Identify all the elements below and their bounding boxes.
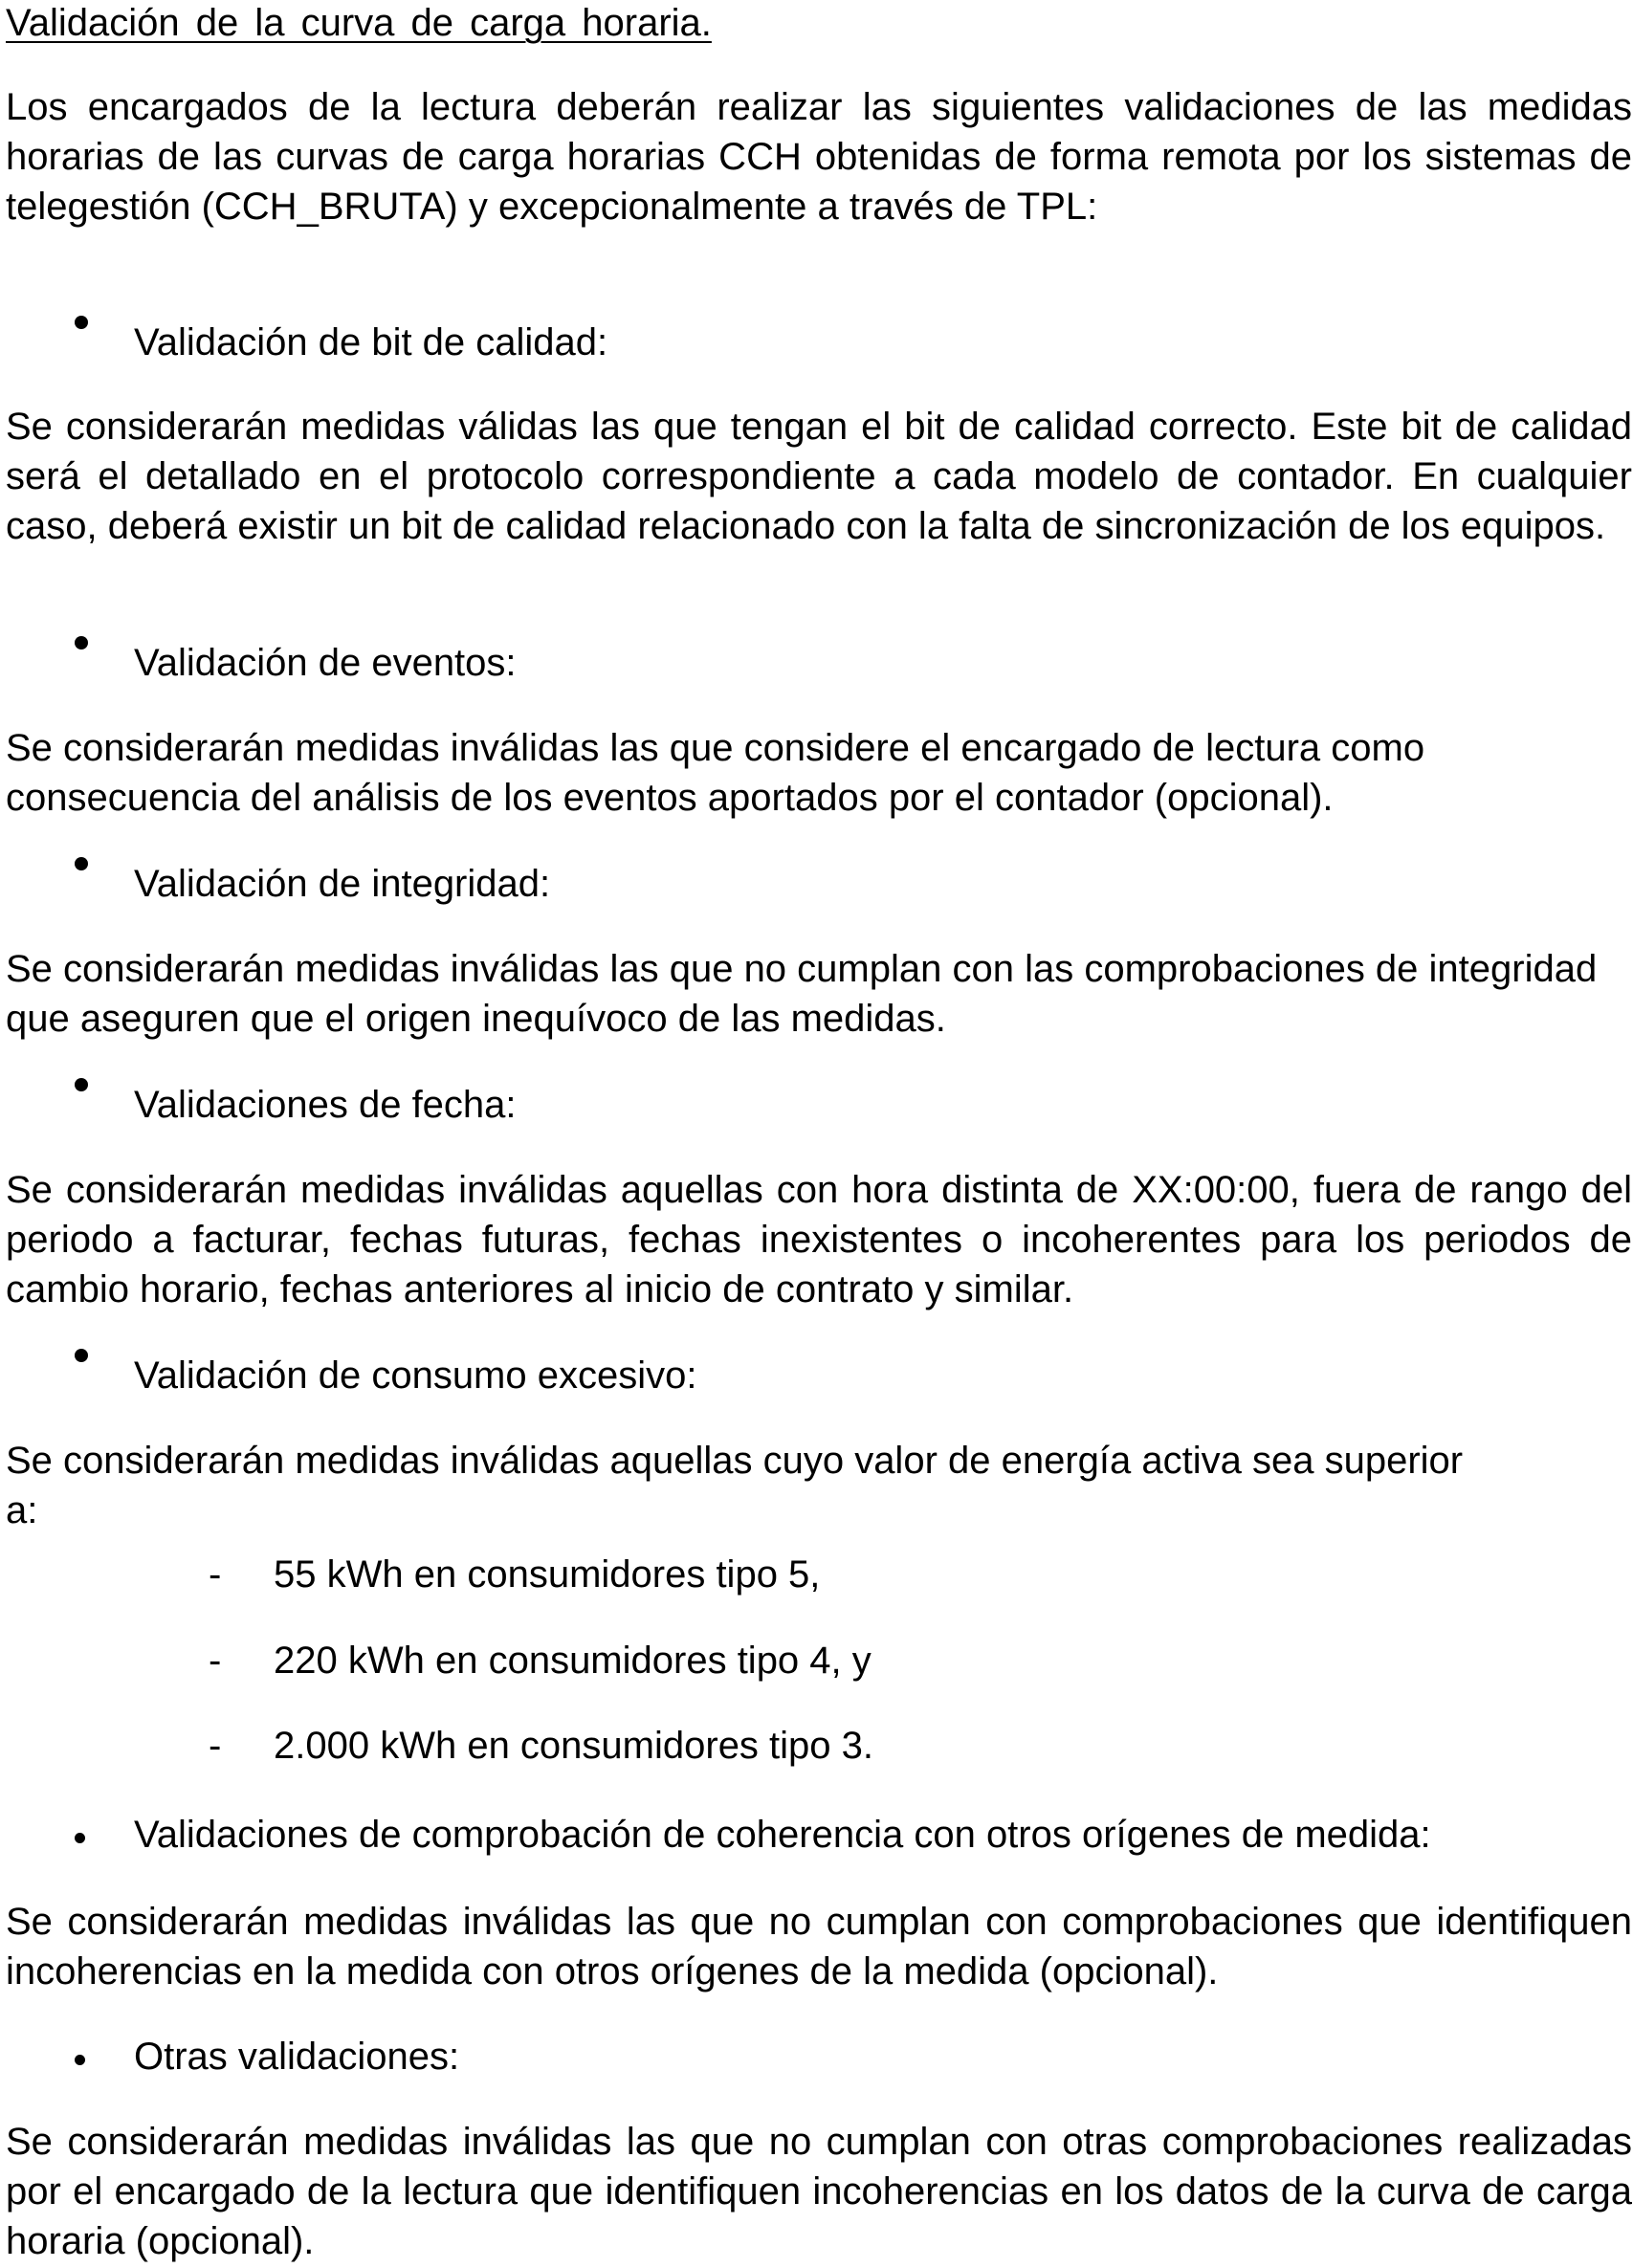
bullet-item-otras — [0, 2036, 1633, 2097]
bullet-dot-icon — [75, 1833, 85, 1843]
dash-marker: - — [209, 1725, 222, 1767]
bullet-dot-icon — [75, 636, 88, 650]
section-paragraph: Se considerarán medidas inválidas aquellas con hora distinta de XX:00:00, fuera de rango del periodo a facturar, fechas futuras, fechas inexistentes o incoherentes para los periodos de cambio horario, fechas anteriores al inicio de contrato y similar. — [6, 1169, 1632, 1310]
bullet-item-fecha — [0, 1078, 1633, 1135]
list-item — [0, 1552, 1633, 1601]
section-paragraph: Se considerarán medidas inválidas aquellas cuyo valor de energía activa sea superior a: — [6, 1440, 1464, 1531]
dash-marker: - — [209, 1553, 222, 1596]
bullet-item-bit-calidad — [0, 316, 1633, 373]
section-paragraph: Se considerarán medidas inválidas las que no cumplan con comprobaciones que identifiquen incoherencias en la medida con otros orígenes de la medida (opcional). — [6, 1901, 1632, 1993]
list-item — [0, 1638, 1633, 1687]
bullet-dot-icon — [75, 1349, 88, 1362]
bullet-item-coherencia — [0, 1814, 1633, 1875]
list-item-text: 220 kWh en consumidores tipo 4, y — [274, 1640, 872, 1682]
bullet-label: Validación de bit de calidad: — [134, 321, 608, 363]
bullet-label: Otras validaciones: — [134, 2036, 460, 2078]
list-item-text: 2.000 kWh en consumidores tipo 3. — [274, 1725, 874, 1767]
bullet-item-eventos — [0, 636, 1633, 694]
bullet-label: Validación de integridad: — [134, 863, 551, 905]
bullet-dot-icon — [75, 2055, 85, 2065]
list-item-text: 55 kWh en consumidores tipo 5, — [274, 1553, 821, 1596]
list-item — [0, 1723, 1633, 1773]
dash-marker: - — [209, 1640, 222, 1682]
bullet-dot-icon — [75, 1078, 88, 1091]
bullet-label: Validación de consumo excesivo: — [134, 1354, 697, 1397]
bullet-item-integridad — [0, 857, 1633, 914]
section-paragraph: Se considerarán medidas inválidas las que no cumplan con las comprobaciones de integridad que aseguren que el origen inequívoco de las medidas. — [6, 948, 1598, 1040]
section-paragraph: Se considerarán medidas inválidas las que considere el encargado de lectura como consecuencia del análisis de los eventos aportados por el contador (opcional). — [6, 727, 1425, 819]
page-title: Validación de la curva de carga horaria. — [6, 2, 712, 44]
bullet-label: Validación de eventos: — [134, 642, 517, 684]
bullet-dot-icon — [75, 857, 88, 870]
intro-paragraph: Los encargados de la lectura deberán realizar las siguientes validaciones de las medidas horarias de las curvas de carga horarias CCH obtenidas de forma remota por los sistemas de telegestión (CCH_BRUTA) y excepcionalmente a través de TPL: — [6, 86, 1632, 228]
bullet-dot-icon — [75, 316, 88, 329]
bullet-label: Validaciones de fecha: — [134, 1084, 517, 1126]
section-paragraph: Se considerarán medidas inválidas las que no cumplan con otras comprobaciones realizadas por el encargado de la lectura que identifiquen incoherencias en los datos de la curva de carga horaria (opcional). — [6, 2121, 1632, 2262]
bullet-label: Validaciones de comprobación de coherencia con otros orígenes de medida: — [134, 1814, 1431, 1856]
bullet-item-consumo-excesivo — [0, 1349, 1633, 1406]
section-paragraph: Se considerarán medidas válidas las que tengan el bit de calidad correcto. Este bit de calidad será el detallado en el protocolo correspondiente a cada modelo de contador. En cualquier caso, deberá existir un bit de calidad relacionado con la falta de sincronización de los equipos. — [6, 406, 1632, 547]
